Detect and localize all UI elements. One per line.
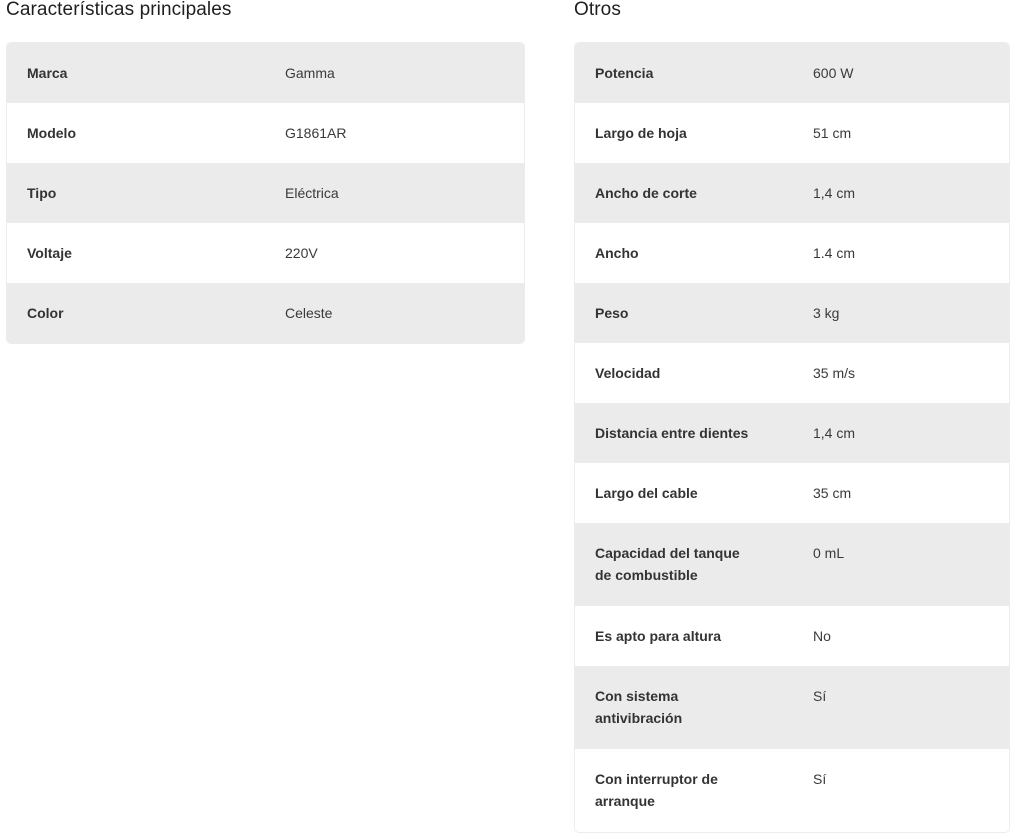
row-value: Sí xyxy=(813,688,827,704)
table-row xyxy=(575,283,1009,343)
row-value: 1,4 cm xyxy=(813,425,856,441)
table-row xyxy=(7,103,524,163)
row-label: Potencia xyxy=(595,65,654,81)
table-row xyxy=(7,223,524,283)
row-label: Marca xyxy=(27,65,68,81)
row-label: Modelo xyxy=(27,125,76,141)
table-row xyxy=(575,749,1009,832)
table-row xyxy=(575,403,1009,463)
row-label: Con interruptor de arranque xyxy=(595,771,718,809)
row-label: Ancho de corte xyxy=(595,185,697,201)
table-row xyxy=(575,223,1009,283)
others-title: Otros xyxy=(574,0,621,20)
table-row xyxy=(575,343,1009,403)
row-label: Largo de hoja xyxy=(595,125,687,141)
table-row xyxy=(575,523,1009,606)
row-value: 1,4 cm xyxy=(813,185,856,201)
row-label: Capacidad del tanque de combustible xyxy=(595,545,740,583)
row-value: Eléctrica xyxy=(285,185,339,201)
others-table xyxy=(574,42,1010,833)
table-row xyxy=(575,666,1009,749)
row-value: 0 mL xyxy=(813,545,845,561)
row-value: G1861AR xyxy=(285,125,347,141)
row-value: 51 cm xyxy=(813,125,852,141)
table-row xyxy=(7,43,524,103)
main-features-table xyxy=(6,42,525,344)
row-label: Distancia entre dientes xyxy=(595,425,749,441)
row-label: Tipo xyxy=(27,185,57,201)
row-value: 3 kg xyxy=(813,305,840,321)
row-label: Velocidad xyxy=(595,365,661,381)
row-value: Celeste xyxy=(285,305,333,321)
table-row xyxy=(575,103,1009,163)
row-label: Es apto para altura xyxy=(595,628,722,644)
row-label: Color xyxy=(27,305,64,321)
row-value: 35 cm xyxy=(813,485,852,501)
table-row xyxy=(575,463,1009,523)
row-value: No xyxy=(813,628,831,644)
row-value: Gamma xyxy=(285,65,335,81)
main-features-title: Características principales xyxy=(6,0,232,20)
table-row xyxy=(575,43,1009,103)
row-value: 35 m/s xyxy=(813,365,856,381)
main-features-section xyxy=(6,0,525,321)
row-label: Largo del cable xyxy=(595,485,698,501)
table-row xyxy=(575,163,1009,223)
table-row xyxy=(575,606,1009,666)
others-section xyxy=(574,0,1010,809)
row-label: Peso xyxy=(595,305,629,321)
row-label: Voltaje xyxy=(27,245,72,261)
row-label: Con sistema antivibración xyxy=(595,688,683,726)
table-row xyxy=(7,283,524,343)
row-value: Sí xyxy=(813,771,827,787)
row-value: 600 W xyxy=(813,65,854,81)
table-row xyxy=(7,163,524,223)
row-label: Ancho xyxy=(595,245,639,261)
row-value: 220V xyxy=(285,245,318,261)
row-value: 1.4 cm xyxy=(813,245,856,261)
